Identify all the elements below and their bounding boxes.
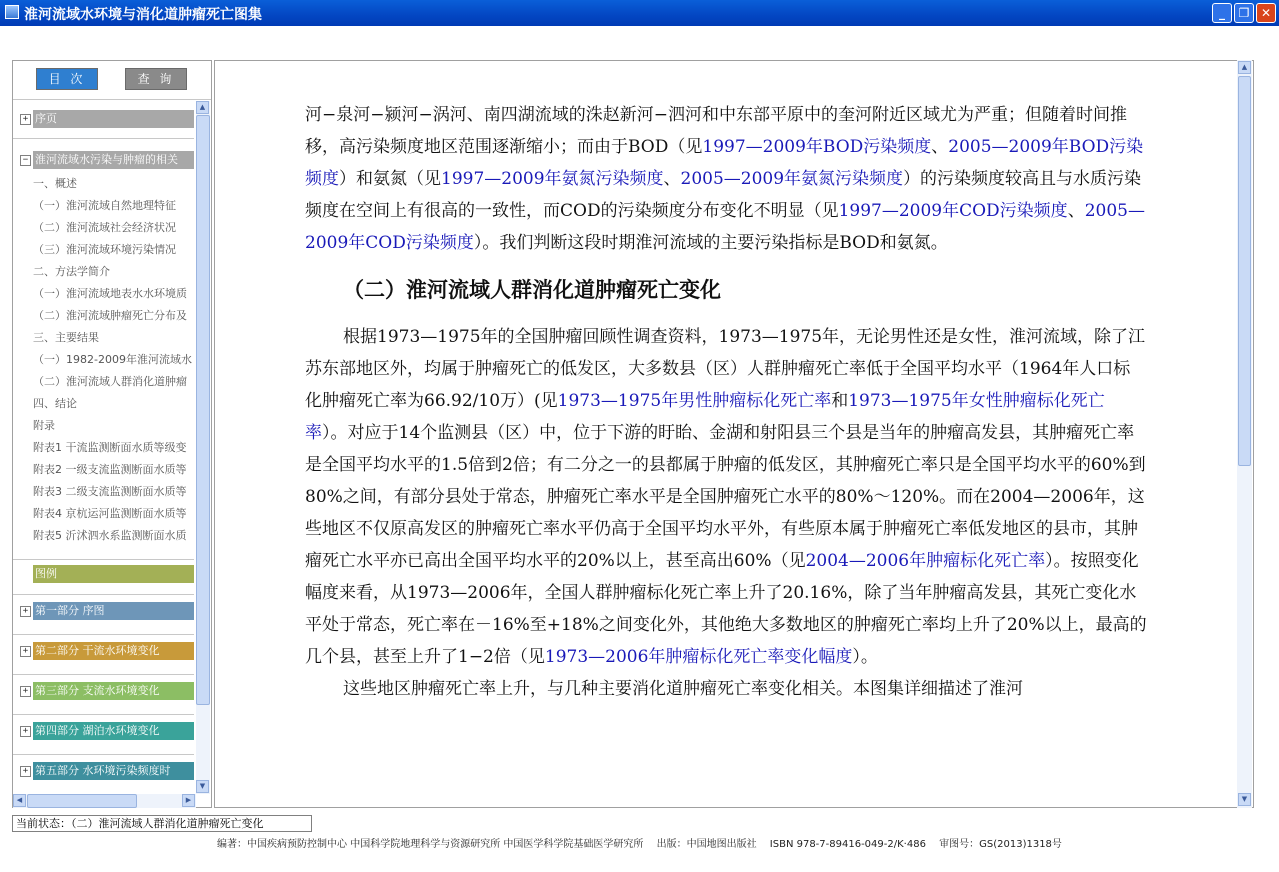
toc-section[interactable] [17, 722, 194, 740]
toc-button[interactable]: 目 次 [36, 68, 98, 90]
figure-link[interactable]: 1997—2009年BOD污染频度 [702, 137, 932, 157]
collapse-icon[interactable]: − [20, 155, 31, 166]
toc-item[interactable]: （一）淮河流域地表水水环境质 [33, 287, 187, 300]
toc-section[interactable] [17, 110, 194, 128]
footer-credits [0, 837, 1279, 853]
divider [13, 634, 194, 635]
figure-link[interactable]: 1973—1975年女性肿瘤标化死亡率 [305, 391, 1105, 443]
scroll-left-arrow-icon[interactable]: ◀ [13, 794, 26, 807]
article-body [305, 99, 1147, 705]
toc-item[interactable]: （二）淮河流域人群消化道肿瘤 [33, 375, 187, 388]
toc-item[interactable]: 附表3 二级支流监测断面水质等 [33, 485, 187, 498]
expand-icon[interactable]: + [20, 646, 31, 657]
text-run: ）。我们判断这段时期淮河流域的主要污染指标是BOD和氨氮。 [473, 233, 948, 253]
map-approval-number: 审图号：GS(2013)1318号 [939, 839, 1062, 850]
divider [13, 674, 194, 675]
divider [13, 594, 194, 595]
text-run: ）。 [852, 647, 878, 667]
expand-icon[interactable]: + [20, 114, 31, 125]
text-run: 、 [663, 169, 681, 189]
scroll-up-arrow-icon[interactable]: ▲ [196, 101, 209, 114]
paragraph: 这些地区肿瘤死亡率上升，与几种主要消化道肿瘤死亡率变化相关。本图集详细描述了淮河 [343, 679, 1023, 699]
divider [13, 714, 194, 715]
toc-item[interactable]: （二）淮河流域肿瘤死亡分布及 [33, 309, 187, 322]
toc-item[interactable]: （二）淮河流域社会经济状况 [33, 221, 176, 234]
text-run: 、 [931, 137, 949, 157]
title-bar [0, 0, 1279, 26]
figure-link[interactable]: 1973—1975年男性肿瘤标化死亡率 [557, 391, 832, 411]
sidebar-horizontal-scrollbar[interactable] [13, 794, 196, 808]
figure-link[interactable]: 2004—2006年肿瘤标化死亡率 [805, 551, 1046, 571]
text-run: ）。按照变化幅度来看，从1973—2006年，全国人群肿瘤标化死亡率上升了20.16%，除了当年肿瘤高发县，其死亡变化水平处于常态，死亡率在－16%至+18%之间变化外，其他绝大多数地区的肿瘤死亡率均上升了20%以上，最高的几个县，甚至上升了1−2倍（见 [305, 551, 1147, 667]
toc-item[interactable]: （一）淮河流域自然地理特征 [33, 199, 176, 212]
toc-item[interactable]: 附表2 一级支流监测断面水质等 [33, 463, 187, 476]
scroll-thumb[interactable] [1238, 76, 1251, 466]
toc-item[interactable]: 三、主要结果 [33, 331, 99, 344]
minimize-button[interactable]: _ [1212, 3, 1232, 23]
scroll-right-arrow-icon[interactable]: ▶ [182, 794, 195, 807]
maximize-button[interactable]: ❐ [1234, 3, 1254, 23]
toc-section-label: 第一部分 序图 [33, 602, 194, 620]
toc-item[interactable]: （一）1982-2009年淮河流域水 [33, 353, 192, 366]
toc-section-label: 第五部分 水环境污染频度时 [33, 762, 194, 780]
text-run: 和 [831, 391, 849, 411]
expand-icon[interactable]: + [20, 606, 31, 617]
section-heading: （二）淮河流域人群消化道肿瘤死亡变化 [343, 277, 721, 302]
scroll-thumb[interactable] [27, 794, 137, 808]
window-title: 淮河流域水环境与消化道肿瘤死亡图集 [24, 7, 262, 23]
figure-link[interactable]: 1997—2009年COD污染频度 [838, 201, 1068, 221]
scroll-down-arrow-icon[interactable]: ▼ [1238, 793, 1251, 806]
toc-section[interactable] [17, 565, 194, 583]
toc-section[interactable] [17, 602, 194, 620]
text-run: 、 [1067, 201, 1085, 221]
divider [13, 138, 194, 139]
scroll-thumb[interactable] [196, 115, 210, 705]
scroll-up-arrow-icon[interactable]: ▲ [1238, 61, 1251, 74]
text-run: 根据1973—1975年的全国肿瘤回顾性调查资料，1973—1975年，无论男性还是女性，淮河流域，除了江苏东部地区外，均属于肿瘤死亡的低发区，大多数县（区）人群肿瘤死亡率低于全国平均水平（1964年人口标化肿瘤死亡率为66.92/10万）(见 [305, 327, 1146, 411]
toc-tree [13, 101, 194, 794]
toc-section[interactable] [17, 762, 194, 780]
publisher-credit: 出版：中国地图出版社 [656, 839, 757, 850]
toc-section[interactable] [17, 151, 194, 169]
toc-item[interactable]: （三）淮河流域环境污染情况 [33, 243, 176, 256]
toc-section-label: 第四部分 湖泊水环境变化 [33, 722, 194, 740]
figure-link[interactable]: 1973—2006年肿瘤标化死亡率变化幅度 [544, 647, 853, 667]
text-run: 河−泉河−颍河−涡河、南四湖流域的洙赵新河−泗河和中东部平原中的奎河附近区域尤为严重；但随着时间推移，高污染频度地区范围逐渐缩小；而由于BOD（见 [305, 105, 1127, 157]
figure-link[interactable]: 1997—2009年氨氮污染频度 [441, 169, 664, 189]
expand-icon[interactable]: + [20, 766, 31, 777]
expand-icon[interactable]: + [20, 686, 31, 697]
figure-link[interactable]: 2005—2009年BOD污染频度 [305, 137, 1144, 189]
sidebar-panel [12, 60, 212, 808]
sidebar-tabs [13, 61, 211, 100]
toc-item[interactable]: 二、方法学简介 [33, 265, 110, 278]
paragraph [305, 99, 1147, 259]
scroll-down-arrow-icon[interactable]: ▼ [196, 780, 209, 793]
isbn-label: ISBN 978-7-89416-049-2/K·486 [769, 839, 926, 850]
close-button[interactable]: ✕ [1256, 3, 1276, 23]
toc-item[interactable]: 一、概述 [33, 177, 77, 190]
app-icon [5, 5, 19, 19]
toc-section-label: 第三部分 支流水环境变化 [33, 682, 194, 700]
text-run: ）的污染频度较高且与水质污染频度在空间上有很高的一致性，而COD的污染频度分布变化不明显（见 [305, 169, 1142, 221]
toc-section[interactable] [17, 642, 194, 660]
toc-section-label: 图例 [33, 565, 194, 583]
toc-item[interactable]: 附录 [33, 419, 55, 432]
figure-link[interactable]: 2005—2009年氨氮污染频度 [680, 169, 904, 189]
toc-section-label: 序页 [33, 110, 194, 128]
toc-item[interactable]: 附表1 干流监测断面水质等级变 [33, 441, 187, 454]
text-run: ）。对应于14个监测县（区）中，位于下游的盱眙、金湖和射阳县三个县是当年的肿瘤高发县，其肿瘤死亡率是全国平均水平的1.5倍到2倍；有二分之一的县都属于肿瘤的低发区，其肿瘤死亡率只是全国平均水平的60%到80%之间，有部分县处于常态，肿瘤死亡率水平是全国肿瘤死亡水平的80%～120%。而在2004—2006年，这些地区不仅原高发区的肿瘤死亡率水平仍高于全国平均水平外，有些原本属于肿瘤死亡率低发地区的县市，其肿瘤死亡水平亦已高出全国平均水平的20%以上，甚至高出60%（见 [305, 423, 1146, 571]
editors-credit: 编著：中国疾病预防控制中心 中国科学院地理科学与资源研究所 中国医学科学院基础医学研究所 [217, 839, 644, 850]
query-button[interactable]: 查 询 [125, 68, 187, 90]
paragraph [305, 321, 1147, 673]
toc-item[interactable]: 四、结论 [33, 397, 77, 410]
toc-section-label: 第二部分 干流水环境变化 [33, 642, 194, 660]
expand-icon[interactable]: + [20, 726, 31, 737]
text-run: ）和氨氮（见 [339, 169, 441, 189]
content-vertical-scrollbar[interactable] [1237, 60, 1252, 808]
status-bar: 当前状态：（二）淮河流域人群消化道肿瘤死亡变化 [12, 815, 312, 832]
content-panel [214, 60, 1254, 808]
toc-item[interactable]: 附表5 沂沭泗水系监测断面水质 [33, 529, 187, 542]
toc-section[interactable] [17, 682, 194, 700]
divider [13, 559, 194, 560]
toc-section-label: 淮河流域水污染与肿瘤的相关 [33, 151, 194, 169]
figure-link[interactable]: 2005—2009年COD污染频度 [305, 201, 1145, 253]
toc-item[interactable]: 附表4 京杭运河监测断面水质等 [33, 507, 187, 520]
sidebar-vertical-scrollbar[interactable] [196, 101, 210, 794]
divider [13, 754, 194, 755]
